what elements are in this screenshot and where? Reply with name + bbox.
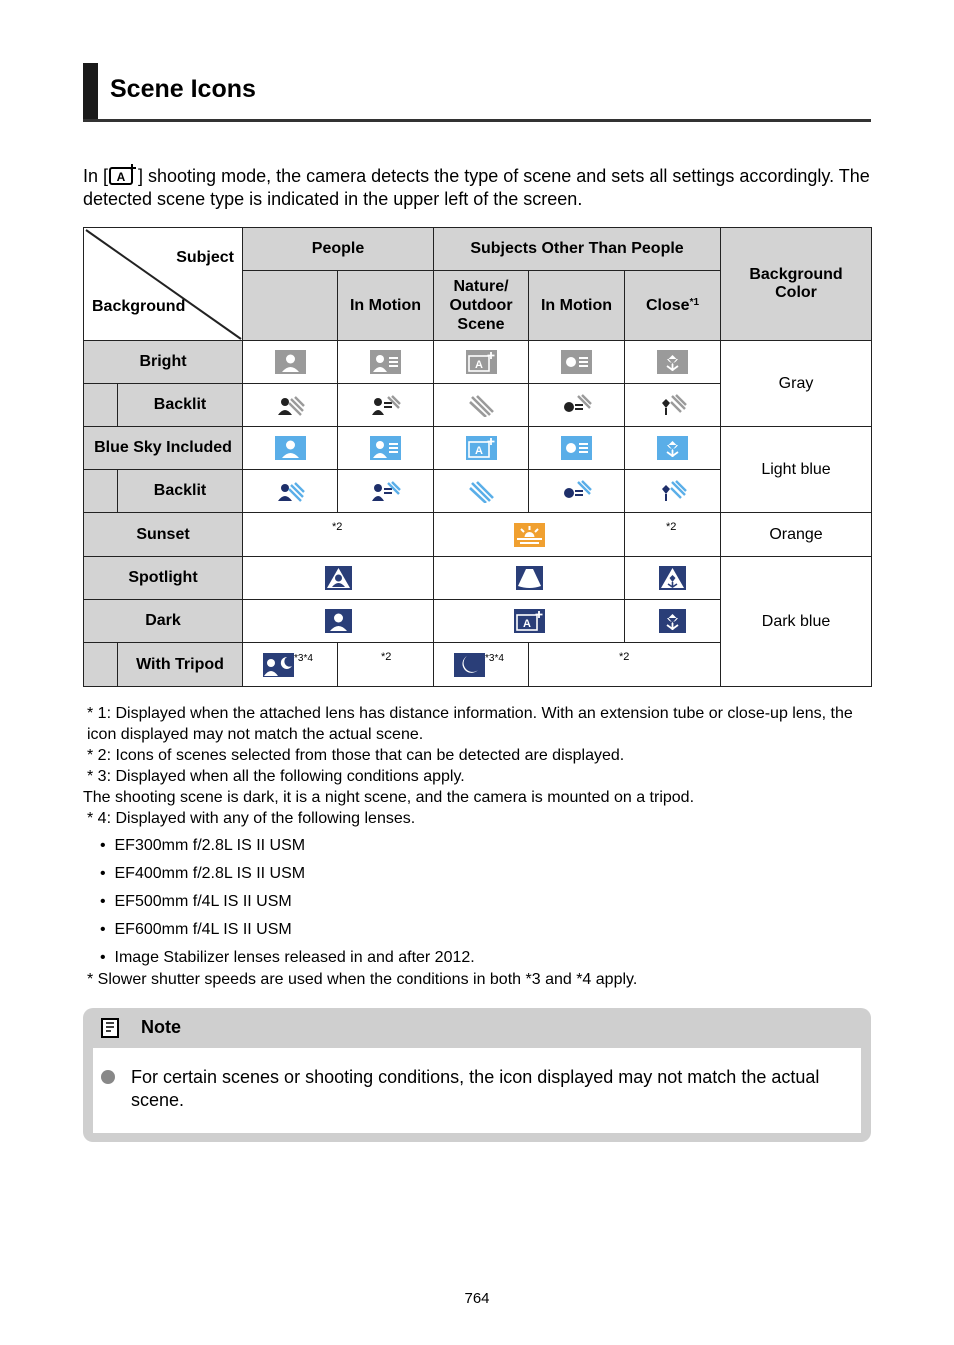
row-indent <box>84 384 118 427</box>
dark-portrait-icon <box>323 609 354 633</box>
page-number: 764 <box>464 1290 490 1307</box>
spotlight-close-icon <box>657 566 688 590</box>
scene-auto-icon <box>466 436 497 460</box>
header-background-color: Background Color <box>721 228 872 341</box>
header-other-in-motion: In Motion <box>529 271 625 341</box>
note-icon <box>101 1018 119 1038</box>
header-people: People <box>243 228 434 271</box>
footnote-1: * 1: Displayed when the attached lens has distance information. With an extension tube or close-up lens, the icon displayed may not match the actual scene. <box>87 705 853 743</box>
footnote-2: * 2: Icons of scenes selected from those that can be detected are displayed. <box>87 747 625 764</box>
scene-auto-icon <box>466 350 497 374</box>
object-motion-icon <box>561 350 592 374</box>
page-title: Scene Icons <box>110 75 256 103</box>
footnote-3-detail: The shooting scene is dark, it is a night scene, and the camera is mounted on a tripod. <box>83 789 695 806</box>
close-footnote-ref: *1 <box>689 296 700 308</box>
footnote-4: * 4: Displayed with any of the following lenses. <box>87 810 416 827</box>
close-up-backlit-icon <box>657 393 688 417</box>
portrait-motion-backlit-icon <box>370 393 401 417</box>
svg-text:A: A <box>116 170 126 184</box>
header-other-subjects: Subjects Other Than People <box>434 228 721 271</box>
row-dark: Dark <box>84 600 243 643</box>
bgcolor-gray: Gray <box>721 341 872 427</box>
row-spotlight: Spotlight <box>84 557 243 600</box>
close-up-flower-icon <box>657 350 688 374</box>
svg-text:A: A <box>474 359 483 371</box>
note-text: For certain scenes or shooting conditions, the icon displayed may not match the actual scene. <box>131 1067 820 1110</box>
section-heading <box>83 63 871 122</box>
sunset-close-note: *2 <box>666 521 677 533</box>
row-blue-sky: Blue Sky Included <box>84 427 243 470</box>
intro-before: In [ <box>83 166 109 186</box>
tripod-nature-note: *3*4 <box>485 652 504 664</box>
night-portrait-tripod-icon <box>263 653 294 677</box>
footnotes <box>83 703 873 990</box>
row-bright: Bright <box>84 341 243 384</box>
list-item: • EF400mm f/2.8L IS II USM <box>100 865 306 882</box>
table-corner-header <box>84 228 243 341</box>
corner-subject-label: Subject <box>176 249 234 266</box>
list-item: • EF500mm f/4L IS II USM <box>100 893 292 910</box>
portrait-motion-icon <box>370 350 401 374</box>
lens-list <box>83 832 873 972</box>
spotlight-icon <box>514 566 545 590</box>
svg-text:A: A <box>474 445 483 457</box>
heading-marker <box>83 63 98 119</box>
bgcolor-orange: Orange <box>721 513 872 557</box>
close-label: Close <box>645 296 690 314</box>
svg-text:A: A <box>522 618 531 630</box>
header-people-in-motion: In Motion <box>338 271 434 341</box>
note-box <box>83 1008 871 1142</box>
header-nature-outdoor: Nature/ Outdoor Scene <box>434 271 529 341</box>
intro-after: ] shooting mode, the camera detects the type of scene and sets all settings accordingly. The detected scene type is indicated in the upper left of the screen. <box>83 166 870 209</box>
object-motion-backlit-icon <box>561 479 592 503</box>
row-indent <box>84 470 118 513</box>
note-title: Note <box>141 1017 181 1037</box>
row-indent <box>84 643 118 687</box>
bullet-dot-icon <box>101 1070 115 1084</box>
note-body <box>93 1048 861 1133</box>
scene-backlit-icon <box>466 393 497 417</box>
sunset-icon <box>514 523 545 547</box>
footnote-5: * Slower shutter speeds are used when the conditions in both *3 and *4 apply. <box>87 971 638 988</box>
night-scene-tripod-icon <box>454 653 485 677</box>
scene-backlit-icon <box>466 479 497 503</box>
scene-icons-table <box>83 227 872 687</box>
intro-paragraph <box>83 163 873 211</box>
bgcolor-light-blue: Light blue <box>721 427 872 513</box>
row-backlit-gray: Backlit <box>118 384 243 427</box>
bgcolor-dark-blue: Dark blue <box>721 557 872 687</box>
close-up-backlit-icon <box>657 479 688 503</box>
row-with-tripod: With Tripod <box>118 643 243 687</box>
header-people-still <box>243 271 338 341</box>
object-motion-backlit-icon <box>561 393 592 417</box>
tripod-motion-note: *2 <box>381 651 392 663</box>
object-motion-icon <box>561 436 592 460</box>
portrait-backlit-icon <box>275 393 306 417</box>
portrait-motion-icon <box>370 436 401 460</box>
header-close <box>625 271 721 341</box>
spotlight-portrait-icon <box>323 566 354 590</box>
tripod-other-note: *2 <box>619 651 630 663</box>
portrait-backlit-icon <box>275 479 306 503</box>
list-item: • EF300mm f/2.8L IS II USM <box>100 837 306 854</box>
portrait-motion-backlit-icon <box>370 479 401 503</box>
dark-close-up-icon <box>657 609 688 633</box>
corner-background-label: Background <box>92 298 186 315</box>
portrait-icon <box>275 350 306 374</box>
sunset-people-note: *2 <box>332 521 343 533</box>
corner-diagonal <box>84 228 243 341</box>
portrait-icon <box>275 436 306 460</box>
dark-scene-auto-icon <box>514 609 545 633</box>
list-item: • Image Stabilizer lenses released in and after 2012. <box>100 949 475 966</box>
tripod-portrait-note: *3*4 <box>294 652 313 664</box>
row-backlit-blue: Backlit <box>118 470 243 513</box>
row-sunset: Sunset <box>84 513 243 557</box>
footnote-3: * 3: Displayed when all the following conditions apply. <box>87 768 465 785</box>
scene-intelligent-auto-icon <box>108 163 138 185</box>
list-item: • EF600mm f/4L IS II USM <box>100 921 292 938</box>
close-up-flower-icon <box>657 436 688 460</box>
